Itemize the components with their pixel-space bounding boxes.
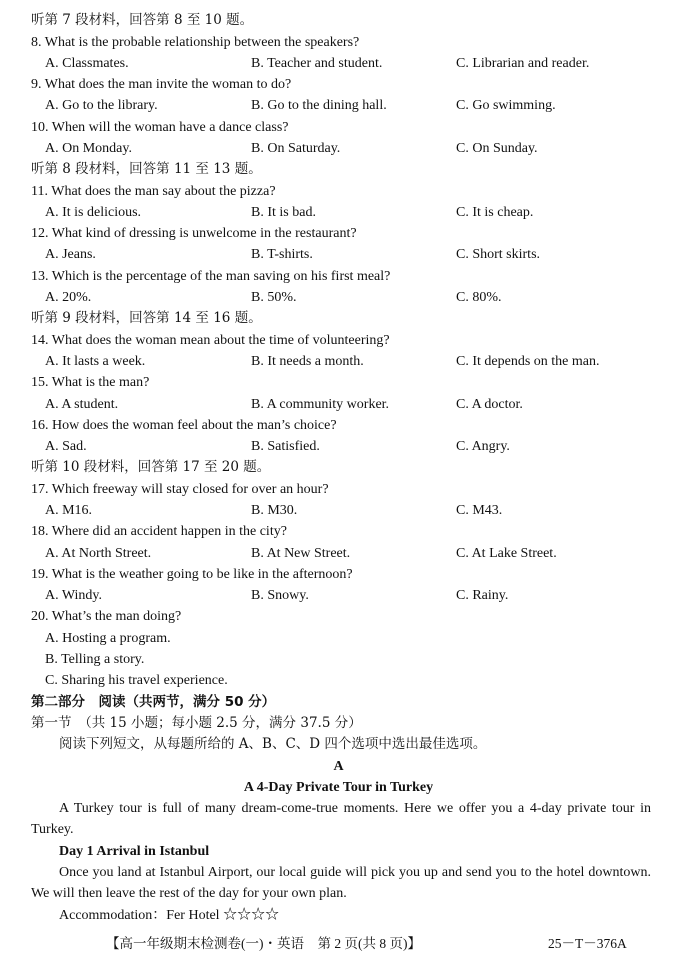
passage-title: A 4-Day Private Tour in Turkey [243, 780, 434, 795]
question: 15. What is the man? [31, 375, 150, 390]
option-c: C. Short skirts. [456, 247, 541, 262]
options-row [0, 244, 677, 265]
question: 8. What is the probable relationship between the speakers? [31, 35, 360, 50]
question: 20. What’s the man doing? [31, 609, 182, 624]
option-c: C. On Sunday. [456, 141, 538, 156]
option-a: A. Classmates. [45, 56, 129, 71]
option-a: A. Sad. [45, 439, 87, 454]
option-a: A. At North Street. [45, 546, 152, 561]
options-row [0, 500, 677, 521]
section-heading: 听第 7 段材料，回答第 8 至 10 题。 [31, 12, 254, 28]
option-c: C. Sharing his travel experience. [45, 673, 228, 688]
options-row [0, 287, 677, 308]
option-a: A. Jeans. [45, 247, 96, 262]
question: 9. What does the man invite the woman to do? [31, 77, 292, 92]
option-b: B. It is bad. [251, 205, 316, 220]
options-row [0, 394, 677, 415]
section-heading: 听第 8 段材料，回答第 11 至 13 题。 [31, 161, 262, 177]
question: 18. Where did an accident happen in the city? [31, 524, 287, 539]
options-row [0, 585, 677, 606]
footer-exam-title: 【高一年级期末检测卷(一)・英语 第 2 页(共 8 页)】 [106, 936, 421, 951]
options-row [0, 436, 677, 457]
option-b: B. A community worker. [251, 397, 390, 412]
option-b: B. Teacher and student. [251, 56, 383, 71]
options-row [0, 543, 677, 564]
option-c: C. Angry. [456, 439, 510, 454]
option-b: B. T-shirts. [251, 247, 313, 262]
option-c: C. Librarian and reader. [456, 56, 590, 71]
option-a: A. On Monday. [45, 141, 132, 156]
options-row [0, 138, 677, 159]
option-b: B. Snowy. [251, 588, 309, 603]
options-row [0, 202, 677, 223]
option-c: C. 80%. [456, 290, 502, 305]
option-c: C. Go swimming. [456, 98, 556, 113]
option-a: A. M16. [45, 503, 93, 518]
option-line [0, 649, 677, 670]
option-a: A. Go to the library. [45, 98, 158, 113]
question: 14. What does the woman mean about the time of volunteering? [31, 333, 390, 348]
option-line [0, 670, 677, 691]
question: 11. What does the man say about the pizza? [31, 184, 276, 199]
passage-letter: A [333, 759, 344, 774]
question: 10. When will the woman have a dance class? [31, 120, 289, 135]
option-b: B. 50%. [251, 290, 297, 305]
option-b: B. It needs a month. [251, 354, 364, 369]
options-row [0, 351, 677, 372]
options-row [0, 95, 677, 116]
option-a: A. Windy. [45, 588, 102, 603]
options-row [0, 53, 677, 74]
option-c: C. A doctor. [456, 397, 523, 412]
day1-paragraph: Once you land at Istanbul Airport, our local guide will pick you up and send you to the hotel downtown. We will then leave the rest of the day for your own plan. [31, 865, 651, 901]
question: 17. Which freeway will stay closed for over an hour? [31, 482, 329, 497]
page-footer [0, 933, 677, 955]
option-a: A. A student. [45, 397, 119, 412]
option-b: B. Telling a story. [45, 652, 145, 667]
option-c: C. M43. [456, 503, 503, 518]
option-b: B. At New Street. [251, 546, 351, 561]
option-c: C. It depends on the man. [456, 354, 600, 369]
section-heading: 听第 10 段材料，回答第 17 至 20 题。 [31, 459, 271, 475]
question: 13. Which is the percentage of the man saving on his first meal? [31, 269, 391, 284]
accommodation: Accommodation：Fer Hotel ☆☆☆☆ [59, 908, 280, 923]
option-c: C. At Lake Street. [456, 546, 557, 561]
option-a: A. It is delicious. [45, 205, 142, 220]
option-c: C. Rainy. [456, 588, 509, 603]
instruction: 阅读下列短文，从每题所给的 A、B、C、D 四个选项中选出最佳选项。 [59, 736, 487, 752]
option-b: B. On Saturday. [251, 141, 341, 156]
option-a: A. 20%. [45, 290, 92, 305]
option-b: B. Go to the dining hall. [251, 98, 387, 113]
option-b: B. Satisfied. [251, 439, 320, 454]
section-subheading: 第一节 （共 15 小题；每小题 2.5 分，满分 37.5 分） [31, 715, 362, 731]
option-b: B. M30. [251, 503, 298, 518]
option-a: A. It lasts a week. [45, 354, 146, 369]
question: 19. What is the weather going to be like in the afternoon? [31, 567, 353, 582]
intro-paragraph: A Turkey tour is full of many dream-come-true moments. Here we offer you a 4-day private tour in Turkey. [31, 801, 651, 837]
option-line [0, 628, 677, 649]
question: 16. How does the woman feel about the man’s choice? [31, 418, 337, 433]
option-a: A. Hosting a program. [45, 631, 171, 646]
part-heading: 第二部分 阅读（共两节，满分 50 分） [31, 694, 276, 710]
day1-heading: Day 1 Arrival in Istanbul [59, 844, 210, 859]
option-c: C. It is cheap. [456, 205, 534, 220]
footer-code: 25－T－376A [548, 936, 627, 951]
question: 12. What kind of dressing is unwelcome in the restaurant? [31, 226, 357, 241]
section-heading: 听第 9 段材料，回答第 14 至 16 题。 [31, 310, 262, 326]
